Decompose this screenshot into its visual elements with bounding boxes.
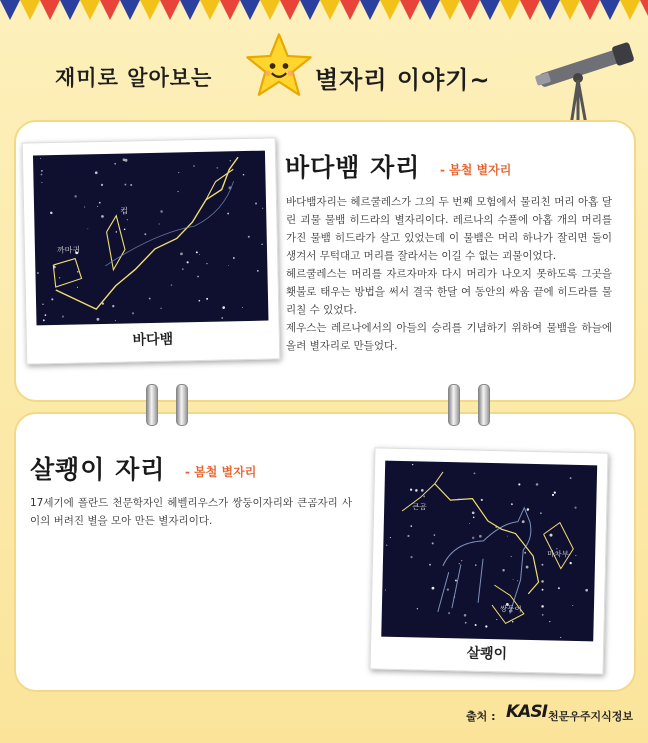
- background-star: [552, 494, 554, 496]
- section-subtitle-hydra: - 봄철 별자리: [440, 163, 512, 177]
- background-star: [193, 165, 194, 166]
- hydra-paragraph-3: 제우스는 레르나에서의 아들의 승리를 기념하기 위하여 물뱀을 하늘에 올려 별자리로 만들었다.: [286, 322, 612, 352]
- background-star: [474, 472, 476, 474]
- source-label: 출처 :: [466, 710, 496, 723]
- background-star: [459, 563, 460, 564]
- background-star: [127, 219, 128, 220]
- background-star: [469, 523, 470, 524]
- photo-caption-lynx: 살쾡이: [466, 645, 508, 663]
- background-star: [124, 184, 126, 186]
- photo-label-crow: 까마귀: [56, 245, 81, 255]
- page-header: [55, 52, 535, 102]
- background-star: [572, 605, 573, 606]
- background-star: [575, 555, 576, 556]
- background-star: [472, 537, 475, 540]
- hydra-paragraph-2: 헤르쿨레스는 머리를 자르자마자 다시 머리가 나오지 못하도록 그곳을 횃불로 태우는 방법을 써서 결국 한달 여 동안의 싸움 끝에 히드라를 물리칠 수 있었다.: [286, 268, 612, 316]
- background-star: [542, 589, 544, 591]
- background-star: [230, 160, 232, 162]
- background-star: [101, 184, 103, 186]
- background-star: [132, 312, 134, 314]
- background-star: [99, 202, 101, 204]
- page-title-right: 별자리 이야기~: [315, 66, 491, 94]
- background-star: [180, 252, 183, 255]
- background-star: [448, 612, 450, 614]
- photo-card-hydra: [22, 137, 281, 364]
- background-star: [464, 614, 467, 617]
- background-star: [472, 511, 475, 514]
- constellation-photo-lynx: [381, 461, 597, 642]
- background-star: [41, 170, 43, 172]
- background-star: [114, 163, 116, 165]
- background-star: [199, 254, 200, 255]
- background-star: [115, 320, 116, 321]
- background-star: [410, 556, 412, 558]
- photo-label-great-bear: 큰곰: [412, 502, 427, 512]
- background-star: [87, 228, 88, 229]
- background-star: [481, 499, 483, 501]
- background-star: [386, 545, 387, 546]
- background-star: [112, 305, 115, 308]
- background-star: [447, 588, 449, 590]
- background-star: [77, 287, 78, 288]
- background-star: [507, 536, 508, 537]
- background-star: [496, 619, 497, 620]
- background-star: [465, 622, 467, 624]
- background-star: [261, 243, 263, 245]
- background-star: [541, 580, 544, 583]
- background-star: [517, 580, 518, 581]
- background-star: [473, 517, 475, 519]
- background-star: [512, 621, 513, 622]
- background-star: [423, 495, 425, 497]
- background-star: [412, 464, 413, 465]
- photo-label-twins: 쌍둥이: [499, 604, 522, 614]
- background-star: [43, 319, 45, 321]
- source-org-name: 천문우주지식정보: [548, 710, 634, 723]
- background-star: [216, 167, 218, 169]
- background-star: [455, 579, 457, 581]
- background-star: [432, 587, 435, 590]
- bunting-decoration: [0, 0, 648, 26]
- background-star: [485, 625, 487, 627]
- background-star: [242, 307, 243, 308]
- background-star: [221, 317, 223, 319]
- background-star: [479, 535, 482, 538]
- background-star: [160, 308, 161, 309]
- background-star: [197, 276, 199, 278]
- background-star: [541, 605, 544, 608]
- background-star: [434, 534, 436, 536]
- background-star: [198, 300, 200, 302]
- background-star: [570, 477, 572, 479]
- background-star: [41, 182, 42, 183]
- background-star: [549, 621, 550, 622]
- photo-label-charioteer: 마차부: [547, 549, 570, 559]
- background-star: [40, 158, 41, 159]
- lynx-constellation-map: [381, 461, 597, 642]
- background-star: [554, 491, 556, 493]
- background-star: [95, 171, 98, 174]
- background-star: [45, 314, 47, 316]
- background-star: [228, 265, 229, 266]
- background-star: [41, 174, 43, 176]
- background-star: [513, 579, 514, 580]
- background-star: [196, 251, 198, 253]
- background-star: [178, 172, 179, 173]
- background-star: [51, 298, 53, 300]
- background-star: [144, 233, 146, 235]
- binder-ring: [448, 384, 460, 426]
- background-star: [475, 564, 477, 566]
- background-star: [206, 298, 208, 300]
- background-star: [84, 207, 85, 208]
- section-subtitle-lynx: - 봄철 별자리: [185, 465, 257, 479]
- binder-ring: [478, 384, 490, 426]
- background-star: [222, 306, 225, 309]
- background-star: [262, 208, 263, 209]
- background-star: [182, 268, 183, 269]
- background-star: [233, 257, 235, 259]
- constellation-photo-hydra: [33, 151, 269, 326]
- background-star: [96, 318, 99, 321]
- hydra-paragraph-1: 바다뱀자리는 헤르쿨레스가 그의 두 번째 모험에서 물리친 머리 아홉 달린 괴물 물뱀 히드라의 별자리이다. 레르나의 수풀에 아홉 개의 머리를 가진 물뱀 히드라가 살고 있었는데 이 물뱀은 머리 하나가 잘리면 둘이 생겨서 무턱대고 머리를 잘라서는 이길 수 없는 괴물이었다.: [286, 196, 612, 262]
- background-star: [385, 589, 386, 590]
- background-star: [206, 263, 207, 264]
- background-star: [74, 195, 76, 197]
- background-star: [542, 614, 544, 616]
- background-star: [410, 488, 412, 490]
- background-star: [187, 261, 189, 263]
- background-star: [560, 637, 561, 638]
- background-star: [524, 552, 526, 554]
- background-star: [160, 210, 163, 213]
- background-star: [585, 589, 588, 592]
- background-star: [255, 202, 257, 204]
- page-title-left: 재미로 알아보는: [55, 66, 213, 90]
- background-star: [536, 483, 539, 486]
- background-star: [475, 624, 477, 626]
- background-star: [390, 537, 391, 538]
- background-star: [410, 525, 412, 527]
- background-star: [502, 569, 504, 571]
- background-star: [526, 566, 529, 569]
- background-star: [569, 562, 571, 564]
- background-star: [116, 231, 117, 232]
- background-star: [527, 508, 530, 511]
- background-star: [37, 272, 39, 274]
- background-star: [540, 512, 542, 514]
- background-star: [178, 191, 179, 192]
- background-star: [77, 271, 78, 272]
- background-star: [574, 507, 576, 509]
- background-star: [159, 224, 160, 225]
- background-star: [171, 284, 173, 286]
- hydra-constellation-map: [33, 151, 269, 326]
- background-star: [42, 304, 43, 305]
- section-title-hydra: 바다뱀 자리: [285, 153, 421, 182]
- section-body-lynx: 17세기에 폴란드 천문학자인 헤벨리우스가 쌍둥이자리와 큰곰자리 사이의 버려진 별을 모아 만든 별자리이다.: [30, 497, 352, 527]
- background-star: [522, 520, 525, 523]
- background-star: [227, 213, 229, 215]
- photo-label-cup: 컵: [120, 206, 128, 216]
- background-star: [421, 489, 424, 492]
- binder-ring: [146, 384, 158, 426]
- background-star: [549, 534, 552, 537]
- smiling-star-icon: [243, 30, 315, 102]
- background-star: [101, 215, 104, 218]
- background-star: [243, 174, 245, 176]
- background-star: [415, 489, 418, 492]
- background-star: [124, 229, 126, 231]
- background-star: [541, 564, 543, 566]
- background-star: [62, 316, 64, 318]
- background-star: [429, 564, 431, 566]
- photo-card-lynx: [370, 447, 609, 674]
- section-title-lynx: 살쾡이 자리: [30, 455, 166, 484]
- background-star: [417, 608, 418, 609]
- background-star: [461, 560, 462, 561]
- background-star: [130, 184, 132, 186]
- section-body-hydra: [286, 193, 612, 355]
- background-star: [149, 298, 151, 300]
- background-star: [558, 587, 560, 589]
- background-star: [432, 542, 434, 544]
- photo-caption-hydra: 바다뱀: [132, 331, 174, 349]
- background-star: [257, 270, 259, 272]
- background-star: [97, 206, 98, 207]
- background-star: [511, 556, 512, 557]
- background-star: [407, 535, 409, 537]
- background-star: [50, 212, 53, 215]
- binder-ring: [176, 384, 188, 426]
- background-star: [248, 236, 250, 238]
- background-star: [511, 503, 513, 505]
- background-star: [518, 483, 520, 485]
- kasi-logo: KASI: [506, 702, 547, 722]
- background-star: [59, 277, 60, 278]
